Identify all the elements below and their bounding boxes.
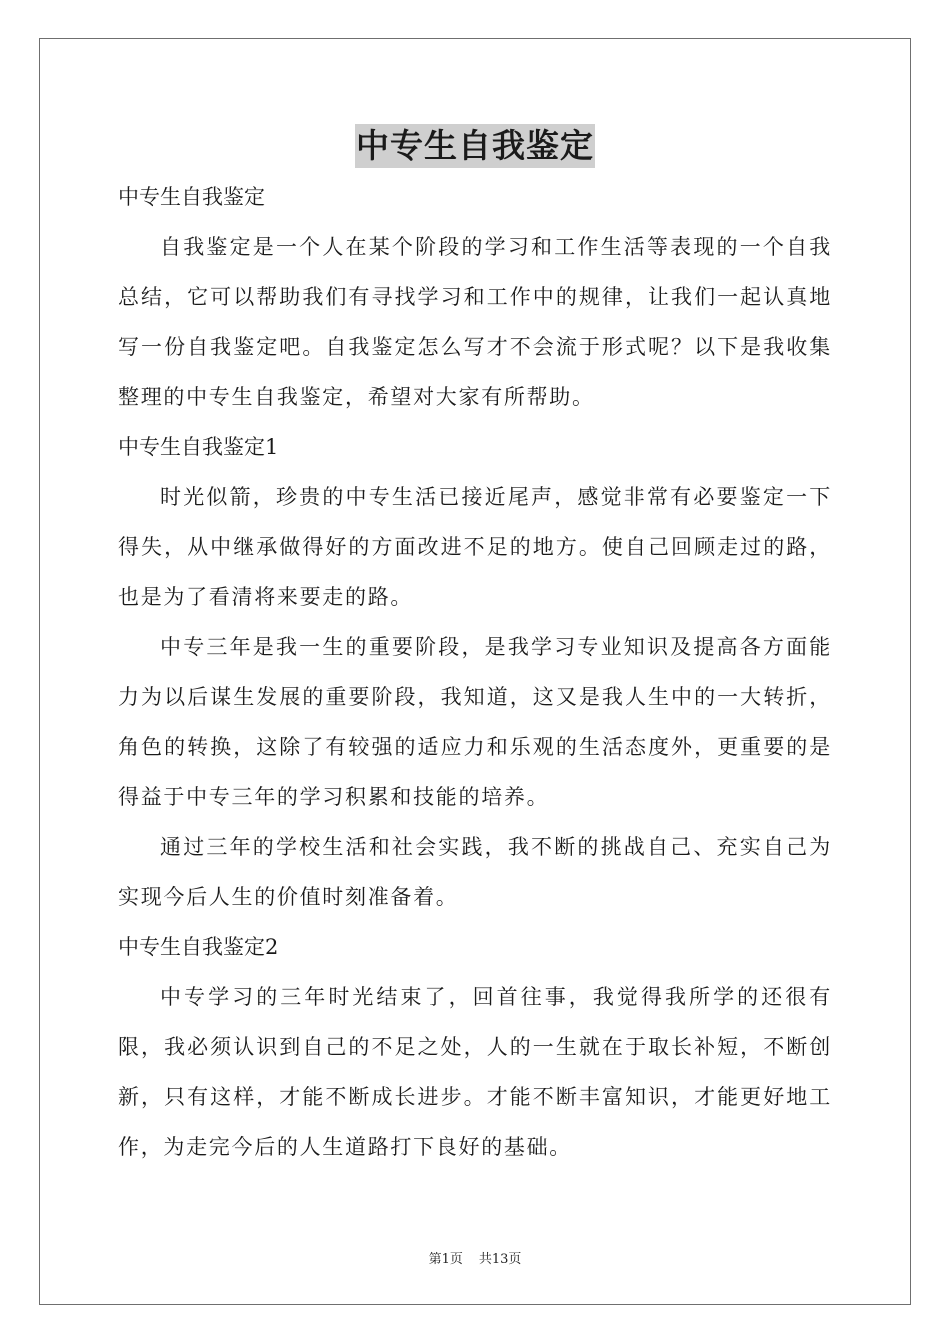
section-heading-1: 中专生自我鉴定1 — [118, 435, 279, 459]
page-number: 第1页 — [428, 1252, 463, 1267]
paragraph: 时光似箭，珍贵的中专生活已接近尾声，感觉非常有必要鉴定一下得失，从中继承做得好的方面改进不足的地方。使自己回顾走过的路，也是为了看清将来要走的路。 — [118, 485, 832, 609]
page-footer — [0, 1248, 950, 1267]
section-heading: 中专生自我鉴定 — [118, 185, 265, 209]
section-heading-2: 中专生自我鉴定2 — [118, 935, 279, 959]
paragraph: 中专学习的三年时光结束了，回首往事，我觉得我所学的还很有限，我必须认识到自己的不足之处，人的一生就在于取长补短，不断创新，只有这样，才能不断成长进步。才能不断丰富知识，才能更好地工作，为走完今后的人生道路打下良好的基础。 — [118, 985, 832, 1159]
document-title-wrapper — [0, 124, 950, 168]
document-title: 中专生自我鉴定 — [355, 124, 595, 168]
paragraph: 通过三年的学校生活和社会实践，我不断的挑战自己、充实自己为实现今后人生的价值时刻准备着。 — [118, 835, 832, 909]
intro-paragraph: 自我鉴定是一个人在某个阶段的学习和工作生活等表现的一个自我总结，它可以帮助我们有寻找学习和工作中的规律，让我们一起认真地写一份自我鉴定吧。自我鉴定怎么写才不会流于形式呢？以下是我收集整理的中专生自我鉴定，希望对大家有所帮助。 — [118, 235, 832, 409]
paragraph: 中专三年是我一生的重要阶段，是我学习专业知识及提高各方面能力为以后谋生发展的重要阶段，我知道，这又是我人生中的一大转折，角色的转换，这除了有较强的适应力和乐观的生活态度外，更重要的是得益于中专三年的学习积累和技能的培养。 — [118, 635, 832, 809]
page-total: 共13页 — [478, 1252, 522, 1267]
document-body — [118, 172, 832, 1172]
